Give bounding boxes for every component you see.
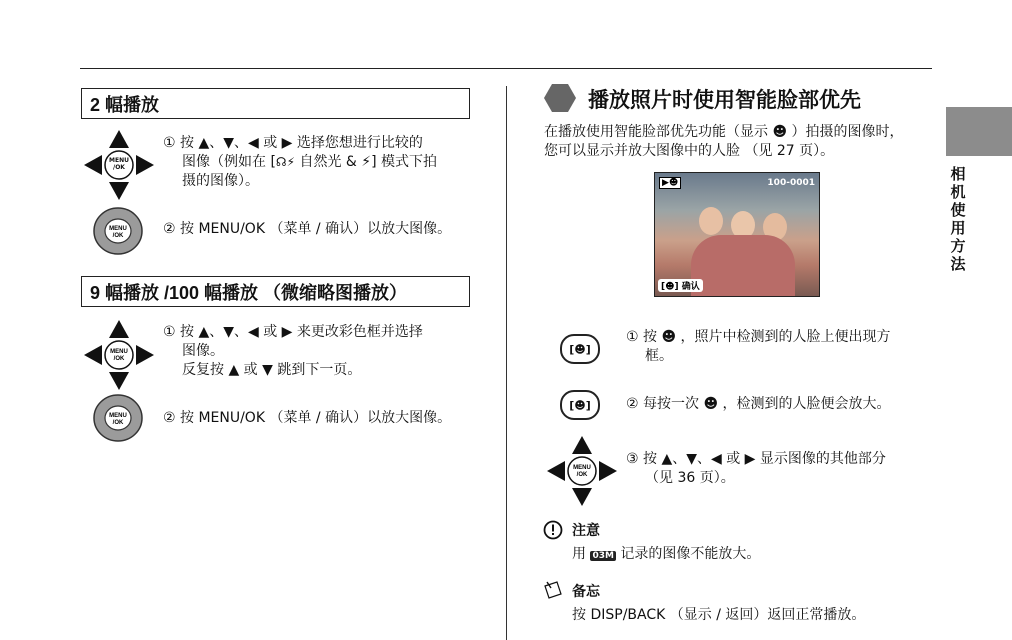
step-text: ③ 按 ▲、▼、◀ 或 ▶ 显示图像的其他部分 bbox=[626, 451, 886, 467]
svg-text:MENU: MENU bbox=[110, 349, 128, 355]
chapter-char: 使 bbox=[950, 201, 966, 219]
step-1-select bbox=[163, 323, 473, 380]
face-step-1 bbox=[626, 328, 936, 366]
svg-text:MENU: MENU bbox=[109, 226, 127, 232]
step-text: ，检测到的人脸便会放大。 bbox=[722, 396, 891, 412]
face-detection-icon: ☻ bbox=[703, 396, 719, 412]
memo-title: 备忘 bbox=[572, 584, 600, 600]
frame-number: 100-0001 bbox=[767, 178, 815, 188]
step-text: ② 每按一次 bbox=[626, 396, 700, 412]
face-step-2 bbox=[626, 395, 891, 414]
menu-ok-button-icon bbox=[92, 393, 144, 443]
hexagon-icon bbox=[543, 83, 577, 113]
chapter-char: 方 bbox=[950, 237, 966, 255]
svg-text:/OK: /OK bbox=[576, 472, 588, 478]
caution-icon bbox=[543, 520, 563, 540]
face-step-3 bbox=[626, 450, 936, 488]
intro-text: 在播放使用智能脸部优先功能（显示 bbox=[544, 124, 768, 140]
flash-icon: ⚡ bbox=[361, 154, 372, 170]
svg-text:/OK: /OK bbox=[112, 420, 124, 426]
section-heading-text: 2 幅播放 bbox=[90, 94, 160, 115]
svg-text:/OK: /OK bbox=[112, 233, 124, 239]
face-detection-button-icon: [☻] bbox=[560, 390, 600, 420]
step-text: 图像（例如在 [ bbox=[182, 154, 276, 170]
step-text: ① 按 ▲、▼、◀ 或 ▶ 来更改彩色框并选择 bbox=[163, 324, 423, 340]
step-2-enlarge: ② 按 MENU/OK （菜单 / 确认）以放大图像。 bbox=[163, 221, 452, 237]
caution-body bbox=[572, 543, 760, 563]
step-text: ，照片中检测到的人脸上便出现方 bbox=[680, 329, 891, 345]
face-detection-button-icon: [☻] bbox=[560, 334, 600, 364]
chapter-char: 法 bbox=[950, 255, 966, 273]
dpad-center-label bbox=[108, 157, 130, 171]
section-heading-text: 9 幅播放 /100 幅播放 （微缩略图播放） bbox=[90, 282, 408, 303]
step-text: ① 按 bbox=[626, 329, 658, 345]
top-rule bbox=[80, 68, 932, 69]
dpad-icon bbox=[82, 318, 156, 392]
intro-paragraph bbox=[544, 123, 934, 161]
chapter-tab bbox=[946, 107, 1012, 156]
chapter-char: 用 bbox=[950, 219, 966, 237]
face-detection-icon: ☻ bbox=[772, 124, 788, 140]
step-text: 自然光 & bbox=[299, 154, 357, 170]
caution-text: 记录的图像不能放大。 bbox=[620, 546, 761, 562]
svg-text:MENU: MENU bbox=[573, 465, 591, 471]
step-text: ① 按 ▲、▼、◀ 或 ▶ 选择您想进行比较的 bbox=[163, 135, 423, 151]
memo-body: 按 DISP/BACK （显示 / 返回）返回正常播放。 bbox=[572, 607, 866, 623]
intro-text: 您可以显示并放大图像中的人脸 （见 27 页）。 bbox=[544, 143, 835, 159]
intro-text: ）拍摄的图像时， bbox=[791, 124, 904, 140]
playback-photo bbox=[654, 172, 820, 297]
confirm-label: 确认 bbox=[681, 282, 700, 292]
step-text: 图像。 bbox=[182, 343, 224, 359]
memo-icon bbox=[541, 578, 565, 602]
chapter-char: 机 bbox=[950, 183, 966, 201]
bodies bbox=[691, 235, 795, 297]
face-detection-icon: [☻] bbox=[661, 282, 679, 292]
page-title: 播放照片时使用智能脸部优先 bbox=[588, 88, 861, 112]
caution-text: 用 bbox=[572, 546, 586, 562]
chapter-label bbox=[948, 165, 968, 273]
step-2-enlarge: ② 按 MENU/OK （菜单 / 确认）以放大图像。 bbox=[163, 410, 452, 426]
playback-icon: ▶☻ bbox=[659, 177, 681, 189]
confirm-hint bbox=[658, 279, 703, 292]
section-heading-thumbnail bbox=[81, 276, 470, 307]
face-detection-icon: ☻ bbox=[661, 329, 677, 345]
chapter-char: 相 bbox=[950, 165, 966, 183]
step-text: 反复按 ▲ 或 ▼ 跳到下一页。 bbox=[182, 362, 362, 378]
svg-text:MENU: MENU bbox=[109, 413, 127, 419]
step-text: 摄的图像）。 bbox=[182, 173, 259, 189]
menu-label-top: MENU bbox=[109, 157, 129, 164]
step-1-compare bbox=[163, 134, 473, 191]
natural-light-icon: ☊⚡ bbox=[275, 155, 296, 169]
column-divider bbox=[506, 86, 507, 640]
dpad-icon bbox=[545, 434, 619, 508]
svg-text:/OK: /OK bbox=[113, 356, 125, 362]
menu-label-bottom: /OK bbox=[113, 164, 125, 171]
menu-ok-button-icon bbox=[92, 206, 144, 256]
section-heading-2-frame bbox=[81, 88, 470, 119]
caution-title: 注意 bbox=[572, 523, 600, 539]
face bbox=[699, 207, 723, 235]
step-text: （见 36 页）。 bbox=[645, 470, 735, 486]
image-size-badge: 03M bbox=[592, 551, 614, 561]
step-text: ] 模式下拍 bbox=[371, 154, 438, 170]
step-text: 框。 bbox=[645, 348, 673, 364]
